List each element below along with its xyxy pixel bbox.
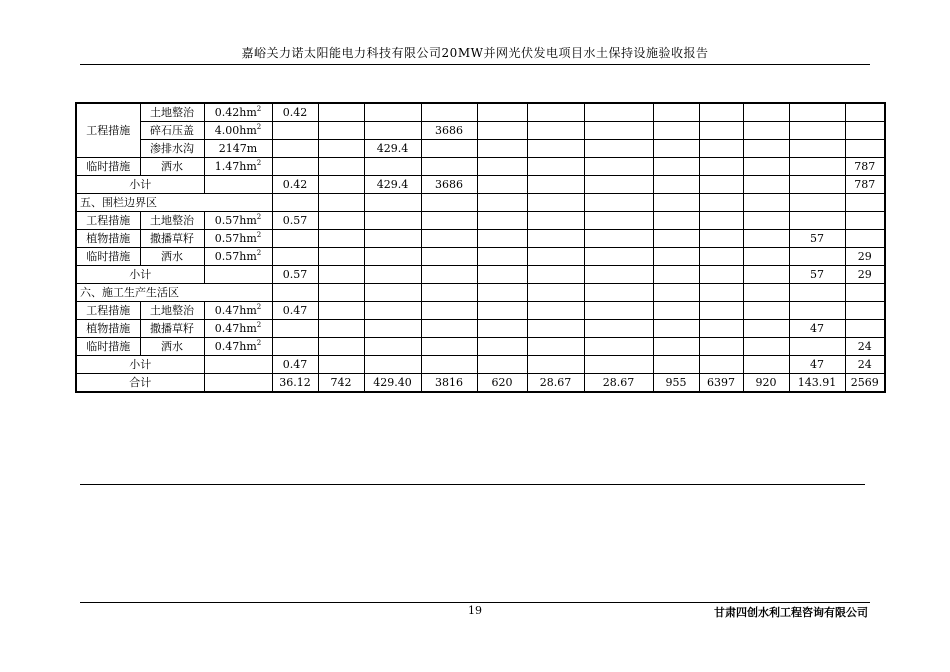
measure-name-cell: 土地整治 bbox=[140, 212, 204, 230]
value-cell bbox=[527, 212, 584, 230]
value-cell bbox=[584, 320, 653, 338]
empty-cell bbox=[527, 194, 584, 212]
measure-name-cell: 洒水 bbox=[140, 158, 204, 176]
value-cell bbox=[364, 158, 421, 176]
value-cell bbox=[845, 212, 885, 230]
value-cell bbox=[653, 140, 699, 158]
value-cell bbox=[743, 140, 789, 158]
value-cell bbox=[653, 212, 699, 230]
quantity-cell bbox=[204, 320, 272, 338]
page-number: 19 bbox=[468, 604, 482, 617]
value-cell bbox=[477, 266, 527, 284]
value-cell bbox=[699, 158, 743, 176]
value-cell: 429.40 bbox=[364, 374, 421, 393]
value-cell: 429.4 bbox=[364, 176, 421, 194]
value-cell: 429.4 bbox=[364, 140, 421, 158]
value-cell bbox=[272, 230, 318, 248]
value-cell: 0.47 bbox=[272, 302, 318, 320]
quantity-value: 4.00hm bbox=[214, 124, 257, 137]
value-cell bbox=[845, 103, 885, 122]
value-cell bbox=[653, 103, 699, 122]
empty-cell bbox=[653, 284, 699, 302]
value-cell bbox=[527, 158, 584, 176]
value-cell bbox=[421, 320, 477, 338]
value-cell bbox=[477, 320, 527, 338]
table-row bbox=[76, 212, 885, 230]
value-cell bbox=[653, 338, 699, 356]
value-cell: 0.42 bbox=[272, 103, 318, 122]
value-cell bbox=[699, 302, 743, 320]
empty-cell bbox=[699, 284, 743, 302]
section-divider bbox=[80, 484, 865, 485]
value-cell bbox=[584, 302, 653, 320]
value-cell bbox=[477, 122, 527, 140]
quantity-cell bbox=[204, 122, 272, 140]
section-heading: 六、施工生产生活区 bbox=[76, 284, 272, 302]
quantity-value: 1.47hm bbox=[214, 160, 257, 173]
value-cell bbox=[364, 122, 421, 140]
value-cell bbox=[421, 212, 477, 230]
value-cell bbox=[743, 158, 789, 176]
value-cell bbox=[421, 158, 477, 176]
quantity-unit-exponent: 2 bbox=[256, 231, 262, 239]
value-cell: 3686 bbox=[421, 122, 477, 140]
value-cell: 2569 bbox=[845, 374, 885, 393]
value-cell bbox=[789, 338, 845, 356]
value-cell: 36.12 bbox=[272, 374, 318, 393]
value-cell bbox=[477, 230, 527, 248]
measure-category-cell: 工程措施 bbox=[76, 302, 140, 320]
value-cell bbox=[527, 122, 584, 140]
value-cell bbox=[653, 356, 699, 374]
empty-cell bbox=[364, 194, 421, 212]
value-cell bbox=[364, 230, 421, 248]
value-cell: 143.91 bbox=[789, 374, 845, 393]
measure-name-cell: 土地整治 bbox=[140, 302, 204, 320]
quantity-cell bbox=[204, 212, 272, 230]
value-cell: 620 bbox=[477, 374, 527, 393]
quantity-value: 0.47hm bbox=[214, 340, 257, 353]
quantity-value: 0.57hm bbox=[214, 250, 257, 263]
value-cell bbox=[421, 338, 477, 356]
measure-category-cell: 植物措施 bbox=[76, 320, 140, 338]
value-cell bbox=[318, 158, 364, 176]
value-cell bbox=[653, 248, 699, 266]
value-cell bbox=[845, 140, 885, 158]
quantity-value: 0.47hm bbox=[214, 304, 257, 317]
value-cell bbox=[477, 158, 527, 176]
subtotal-label: 合计 bbox=[76, 374, 204, 393]
value-cell bbox=[272, 158, 318, 176]
value-cell bbox=[653, 302, 699, 320]
empty-cell bbox=[477, 284, 527, 302]
quantity-cell bbox=[204, 374, 272, 393]
value-cell bbox=[743, 230, 789, 248]
value-cell bbox=[364, 248, 421, 266]
value-cell bbox=[477, 212, 527, 230]
value-cell bbox=[699, 338, 743, 356]
measure-name-cell: 土地整治 bbox=[140, 103, 204, 122]
table-row bbox=[76, 374, 885, 393]
value-cell: 0.47 bbox=[272, 356, 318, 374]
value-cell bbox=[477, 140, 527, 158]
measure-category-cell: 临时措施 bbox=[76, 338, 140, 356]
empty-cell bbox=[318, 284, 364, 302]
value-cell bbox=[845, 230, 885, 248]
empty-cell bbox=[584, 194, 653, 212]
value-cell: 28.67 bbox=[527, 374, 584, 393]
value-cell bbox=[527, 248, 584, 266]
value-cell bbox=[421, 103, 477, 122]
value-cell bbox=[421, 302, 477, 320]
value-cell bbox=[527, 338, 584, 356]
empty-cell bbox=[789, 194, 845, 212]
value-cell bbox=[364, 212, 421, 230]
value-cell bbox=[845, 320, 885, 338]
value-cell bbox=[527, 103, 584, 122]
value-cell bbox=[421, 266, 477, 284]
subtotal-label: 小计 bbox=[76, 266, 204, 284]
quantity-value: 0.57hm bbox=[214, 232, 257, 245]
value-cell bbox=[789, 212, 845, 230]
measure-name-cell: 洒水 bbox=[140, 338, 204, 356]
measure-name-cell: 渗排水沟 bbox=[140, 140, 204, 158]
empty-cell bbox=[364, 284, 421, 302]
value-cell bbox=[789, 140, 845, 158]
empty-cell bbox=[272, 194, 318, 212]
value-cell bbox=[743, 320, 789, 338]
quantity-cell bbox=[204, 176, 272, 194]
value-cell bbox=[789, 176, 845, 194]
table-row bbox=[76, 320, 885, 338]
quantity-cell bbox=[204, 140, 272, 158]
value-cell bbox=[364, 356, 421, 374]
value-cell bbox=[584, 176, 653, 194]
section-heading: 五、围栏边界区 bbox=[76, 194, 272, 212]
empty-cell bbox=[845, 194, 885, 212]
footer-company: 甘肃四创水利工程咨询有限公司 bbox=[714, 606, 868, 619]
quantity-cell bbox=[204, 338, 272, 356]
value-cell: 742 bbox=[318, 374, 364, 393]
value-cell: 6397 bbox=[699, 374, 743, 393]
value-cell: 47 bbox=[789, 320, 845, 338]
measure-category-cell: 临时措施 bbox=[76, 248, 140, 266]
value-cell: 29 bbox=[845, 266, 885, 284]
measure-category-cell: 工程措施 bbox=[76, 103, 140, 158]
value-cell bbox=[477, 338, 527, 356]
subtotal-label: 小计 bbox=[76, 176, 204, 194]
measure-name-cell: 撒播草籽 bbox=[140, 230, 204, 248]
footer-divider bbox=[80, 602, 870, 603]
empty-cell bbox=[845, 284, 885, 302]
value-cell bbox=[318, 248, 364, 266]
value-cell bbox=[527, 140, 584, 158]
value-cell bbox=[699, 140, 743, 158]
empty-cell bbox=[789, 284, 845, 302]
value-cell bbox=[699, 230, 743, 248]
value-cell bbox=[653, 122, 699, 140]
value-cell bbox=[699, 356, 743, 374]
table-row bbox=[76, 284, 885, 302]
value-cell bbox=[527, 320, 584, 338]
table-row bbox=[76, 176, 885, 194]
table-row bbox=[76, 338, 885, 356]
value-cell bbox=[272, 140, 318, 158]
value-cell bbox=[584, 140, 653, 158]
quantity-unit-exponent: 2 bbox=[256, 249, 262, 257]
value-cell bbox=[845, 302, 885, 320]
value-cell bbox=[743, 176, 789, 194]
table-row bbox=[76, 302, 885, 320]
table-row bbox=[76, 230, 885, 248]
value-cell bbox=[789, 122, 845, 140]
value-cell bbox=[789, 248, 845, 266]
value-cell bbox=[421, 356, 477, 374]
value-cell bbox=[743, 302, 789, 320]
value-cell bbox=[743, 356, 789, 374]
value-cell bbox=[584, 122, 653, 140]
quantity-unit-exponent: 2 bbox=[256, 159, 262, 167]
value-cell bbox=[477, 356, 527, 374]
table-row bbox=[76, 356, 885, 374]
value-cell bbox=[584, 356, 653, 374]
quantity-value: 0.47hm bbox=[214, 322, 257, 335]
empty-cell bbox=[584, 284, 653, 302]
value-cell bbox=[743, 248, 789, 266]
value-cell: 0.57 bbox=[272, 266, 318, 284]
value-cell bbox=[318, 230, 364, 248]
value-cell: 0.57 bbox=[272, 212, 318, 230]
value-cell bbox=[421, 140, 477, 158]
value-cell: 29 bbox=[845, 248, 885, 266]
value-cell bbox=[318, 122, 364, 140]
value-cell bbox=[699, 320, 743, 338]
value-cell bbox=[699, 248, 743, 266]
value-cell: 955 bbox=[653, 374, 699, 393]
table-row bbox=[76, 122, 885, 140]
measure-name-cell: 洒水 bbox=[140, 248, 204, 266]
value-cell bbox=[699, 176, 743, 194]
empty-cell bbox=[318, 194, 364, 212]
value-cell bbox=[527, 356, 584, 374]
empty-cell bbox=[477, 194, 527, 212]
table-row bbox=[76, 194, 885, 212]
value-cell bbox=[364, 302, 421, 320]
value-cell bbox=[477, 176, 527, 194]
value-cell bbox=[584, 158, 653, 176]
quantity-value: 0.42hm bbox=[214, 106, 257, 119]
value-cell bbox=[584, 212, 653, 230]
empty-cell bbox=[743, 194, 789, 212]
subtotal-label: 小计 bbox=[76, 356, 204, 374]
table-row bbox=[76, 248, 885, 266]
quantity-unit-exponent: 2 bbox=[256, 303, 262, 311]
empty-cell bbox=[699, 194, 743, 212]
quantity-unit-exponent: 2 bbox=[256, 321, 262, 329]
empty-cell bbox=[421, 284, 477, 302]
value-cell bbox=[364, 338, 421, 356]
value-cell bbox=[584, 266, 653, 284]
value-cell: 57 bbox=[789, 230, 845, 248]
value-cell bbox=[743, 122, 789, 140]
value-cell: 24 bbox=[845, 338, 885, 356]
value-cell bbox=[789, 302, 845, 320]
value-cell bbox=[272, 320, 318, 338]
quantity-value: 2147m bbox=[218, 142, 258, 155]
quantity-unit-exponent: 2 bbox=[256, 123, 262, 131]
value-cell bbox=[845, 122, 885, 140]
table-row bbox=[76, 266, 885, 284]
value-cell bbox=[527, 230, 584, 248]
value-cell bbox=[272, 338, 318, 356]
value-cell bbox=[318, 338, 364, 356]
value-cell bbox=[318, 266, 364, 284]
empty-cell bbox=[421, 194, 477, 212]
value-cell bbox=[318, 212, 364, 230]
value-cell bbox=[318, 176, 364, 194]
value-cell bbox=[364, 320, 421, 338]
quantity-cell bbox=[204, 248, 272, 266]
value-cell bbox=[584, 248, 653, 266]
value-cell bbox=[527, 176, 584, 194]
value-cell bbox=[743, 338, 789, 356]
page-header-title: 嘉峪关力诺太阳能电力科技有限公司20MW并网光伏发电项目水土保持设施验收报告 bbox=[241, 46, 709, 60]
value-cell bbox=[477, 248, 527, 266]
value-cell bbox=[743, 266, 789, 284]
value-cell: 24 bbox=[845, 356, 885, 374]
value-cell bbox=[789, 158, 845, 176]
quantity-cell bbox=[204, 158, 272, 176]
value-cell bbox=[318, 356, 364, 374]
value-cell: 3816 bbox=[421, 374, 477, 393]
value-cell bbox=[653, 158, 699, 176]
value-cell bbox=[653, 176, 699, 194]
measure-category-cell: 工程措施 bbox=[76, 212, 140, 230]
measure-name-cell: 碎石压盖 bbox=[140, 122, 204, 140]
value-cell bbox=[743, 212, 789, 230]
value-cell bbox=[584, 230, 653, 248]
header-divider bbox=[80, 64, 870, 65]
value-cell bbox=[477, 302, 527, 320]
empty-cell bbox=[653, 194, 699, 212]
empty-cell bbox=[527, 284, 584, 302]
value-cell: 28.67 bbox=[584, 374, 653, 393]
value-cell bbox=[364, 266, 421, 284]
value-cell bbox=[699, 122, 743, 140]
quantity-unit-exponent: 2 bbox=[256, 105, 262, 113]
quantity-unit-exponent: 2 bbox=[256, 339, 262, 347]
value-cell: 0.42 bbox=[272, 176, 318, 194]
value-cell bbox=[364, 103, 421, 122]
value-cell bbox=[584, 103, 653, 122]
measures-table bbox=[75, 102, 886, 393]
value-cell bbox=[699, 212, 743, 230]
table-row bbox=[76, 158, 885, 176]
quantity-cell bbox=[204, 356, 272, 374]
measure-category-cell: 植物措施 bbox=[76, 230, 140, 248]
measure-name-cell: 撒播草籽 bbox=[140, 320, 204, 338]
value-cell bbox=[318, 103, 364, 122]
value-cell bbox=[318, 320, 364, 338]
value-cell: 920 bbox=[743, 374, 789, 393]
value-cell bbox=[527, 266, 584, 284]
measure-category-cell: 临时措施 bbox=[76, 158, 140, 176]
value-cell: 3686 bbox=[421, 176, 477, 194]
value-cell bbox=[421, 248, 477, 266]
quantity-value: 0.57hm bbox=[214, 214, 257, 227]
value-cell: 787 bbox=[845, 176, 885, 194]
value-cell bbox=[272, 122, 318, 140]
value-cell bbox=[318, 302, 364, 320]
value-cell bbox=[789, 103, 845, 122]
value-cell bbox=[527, 302, 584, 320]
value-cell bbox=[699, 266, 743, 284]
value-cell bbox=[653, 230, 699, 248]
value-cell bbox=[421, 230, 477, 248]
value-cell bbox=[699, 103, 743, 122]
value-cell bbox=[743, 103, 789, 122]
quantity-unit-exponent: 2 bbox=[256, 213, 262, 221]
value-cell bbox=[584, 338, 653, 356]
value-cell bbox=[653, 320, 699, 338]
empty-cell bbox=[743, 284, 789, 302]
quantity-cell bbox=[204, 230, 272, 248]
empty-cell bbox=[272, 284, 318, 302]
value-cell bbox=[653, 266, 699, 284]
quantity-cell bbox=[204, 302, 272, 320]
value-cell: 57 bbox=[789, 266, 845, 284]
value-cell: 787 bbox=[845, 158, 885, 176]
table-row bbox=[76, 140, 885, 158]
value-cell bbox=[477, 103, 527, 122]
value-cell: 47 bbox=[789, 356, 845, 374]
value-cell bbox=[318, 140, 364, 158]
value-cell bbox=[272, 248, 318, 266]
quantity-cell bbox=[204, 103, 272, 122]
table-row bbox=[76, 103, 885, 122]
quantity-cell bbox=[204, 266, 272, 284]
